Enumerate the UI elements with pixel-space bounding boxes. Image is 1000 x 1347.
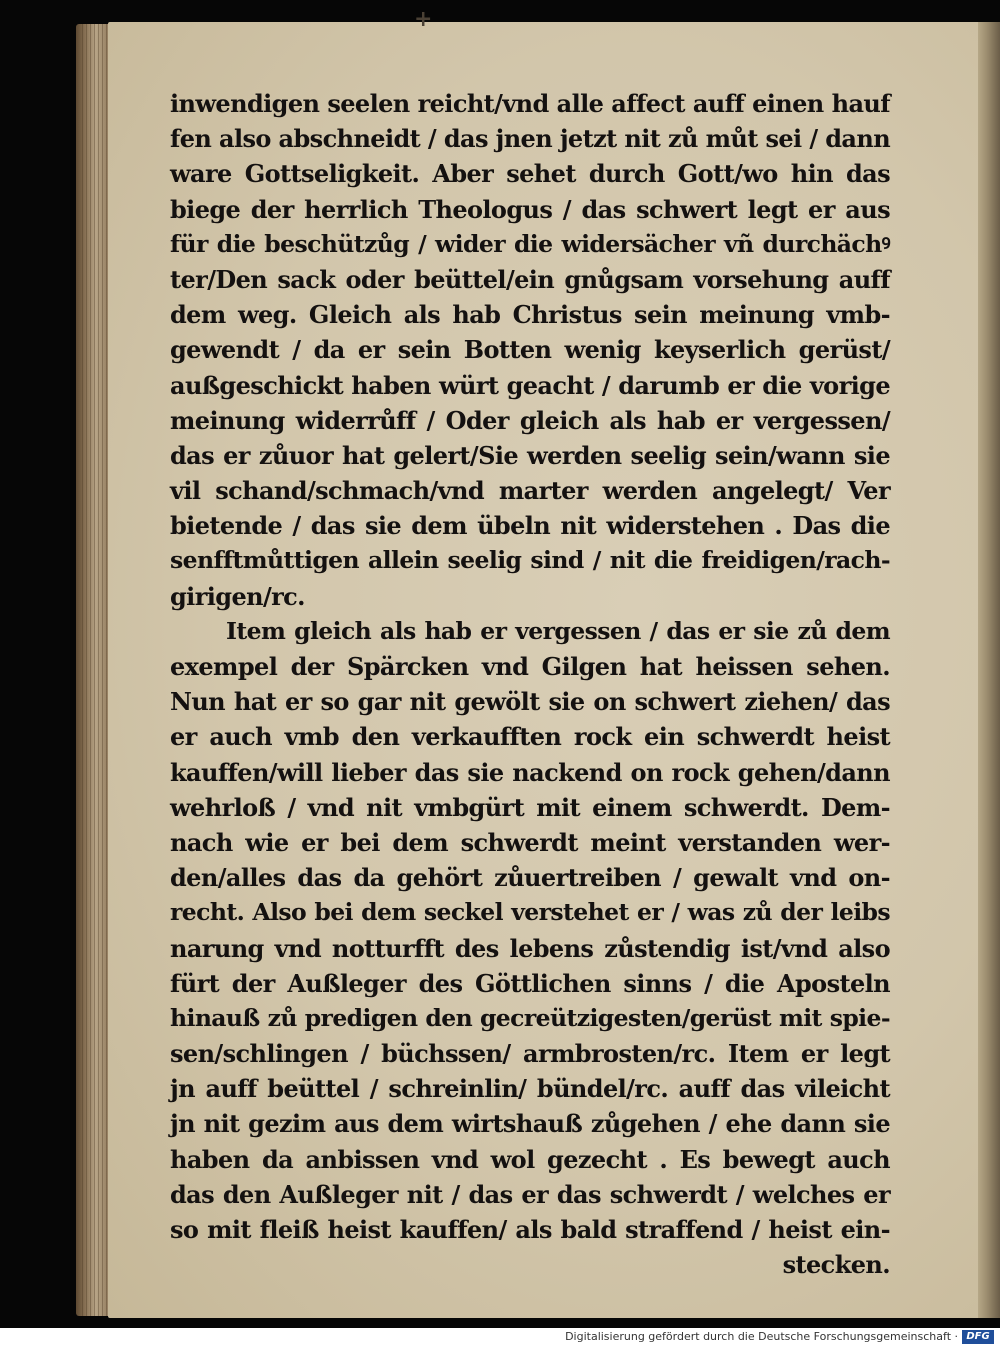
text-line-17: exempel der Spärcken vnd Gilgen hat heissen sehen.	[170, 652, 890, 681]
page-top-mark: +	[414, 6, 433, 32]
dfg-logo[interactable]: DFG	[962, 1330, 994, 1344]
text-line-25: narung vnd notturfft des lebens zůstendig ist/vnd also	[170, 933, 890, 963]
text-line-18: Nun hat er so gar nit gewölt sie on schwert ziehen/ das	[170, 687, 890, 717]
text-line-10: meinung widerrůff / Oder gleich als hab er vergessen/	[170, 405, 890, 435]
text-line-6: ter/Den sack oder beüttel/ein gnůgsam vorsehung auff	[170, 264, 890, 294]
text-line-23: den/alles das da gehört zůuertreiben / gewalt vnd on-	[170, 863, 890, 893]
text-line-11: das er zůuor hat gelert/Sie werden seelig sein/wann sie	[170, 440, 890, 470]
text-line-12: vil schand/schmach/vnd marter werden angelegt/ Ver	[170, 476, 890, 506]
text-line-21: wehrloß / vnd nit vmbgürt mit einem schwerdt. Dem-	[170, 792, 890, 822]
text-line-30: jn nit gezim aus dem wirtshauß zůgehen / ehe dann sie	[170, 1109, 890, 1139]
text-line-26: fürt der Außleger des Göttlichen sinns / die Aposteln	[170, 968, 890, 998]
text-line-24: recht. Also bei dem seckel verstehet er / was zů der leibs	[170, 898, 890, 927]
text-line-16: Item gleich als hab er vergessen / das er sie zů dem	[226, 616, 890, 645]
text-line-29: jn auff beüttel / schreinlin/ bündel/rc. auff das vileicht	[170, 1074, 890, 1104]
text-line-28: sen/schlingen / büchssen/ armbrosten/rc. Item er legt	[170, 1039, 890, 1069]
text-line-19: er auch vmb den verkaufften rock ein schwerdt heist	[170, 722, 890, 752]
text-line-32: das den Außleger nit / das er das schwerdt / welches er	[170, 1179, 890, 1209]
text-line-22: nach wie er bei dem schwerdt meint verstanden wer-	[170, 827, 890, 857]
text-line-7: dem weg. Gleich als hab Christus sein meinung vmb-	[170, 300, 890, 330]
text-line-3: ware Gottseligkeit. Aber sehet durch Gott/wo hin das	[170, 159, 890, 189]
text-line-14: senfftmůttigen allein seelig sind / nit die freidigen/rach-	[170, 546, 890, 575]
footer-band	[0, 1328, 1000, 1347]
text-line-5: für die beschützůg / wider die widersächer vñ durchächꝰ	[170, 229, 890, 258]
text-line-8: gewendt / da er sein Botten wenig keyserlich gerüst/	[170, 335, 890, 365]
page-right-edge	[978, 22, 1000, 1318]
text-line-15: girigen/rc.	[170, 581, 305, 611]
text-line-13: bietende / das sie dem übeln nit widerstehen . Das die	[170, 511, 890, 541]
page-text-block	[170, 86, 890, 1282]
text-line-27: hinauß zů predigen den gecreützigesten/gerüst mit spie-	[170, 1003, 890, 1032]
text-line-34: stecken.	[782, 1250, 890, 1280]
text-line-20: kauffen/will lieber das sie nackend on rock gehen/dann	[170, 757, 890, 787]
text-line-33: so mit fleiß heist kauffen/ als bald straffend / heist ein-	[170, 1215, 890, 1244]
text-line-31: haben da anbissen vnd wol gezecht . Es bewegt auch	[170, 1144, 890, 1174]
text-line-4: biege der herrlich Theologus / das schwert legt er aus	[170, 194, 890, 224]
text-line-2: fen also abschneidt / das jnen jetzt nit zů můt sei / dann	[170, 124, 891, 154]
text-line-1: inwendigen seelen reicht/vnd alle affect auff einen hauf	[170, 89, 890, 118]
funding-credit: Digitalisierung gefördert durch die Deutsche Forschungsgemeinschaft ·	[565, 1330, 958, 1343]
text-line-9: außgeschickt haben würt geacht / darumb er die vorige	[170, 370, 890, 400]
